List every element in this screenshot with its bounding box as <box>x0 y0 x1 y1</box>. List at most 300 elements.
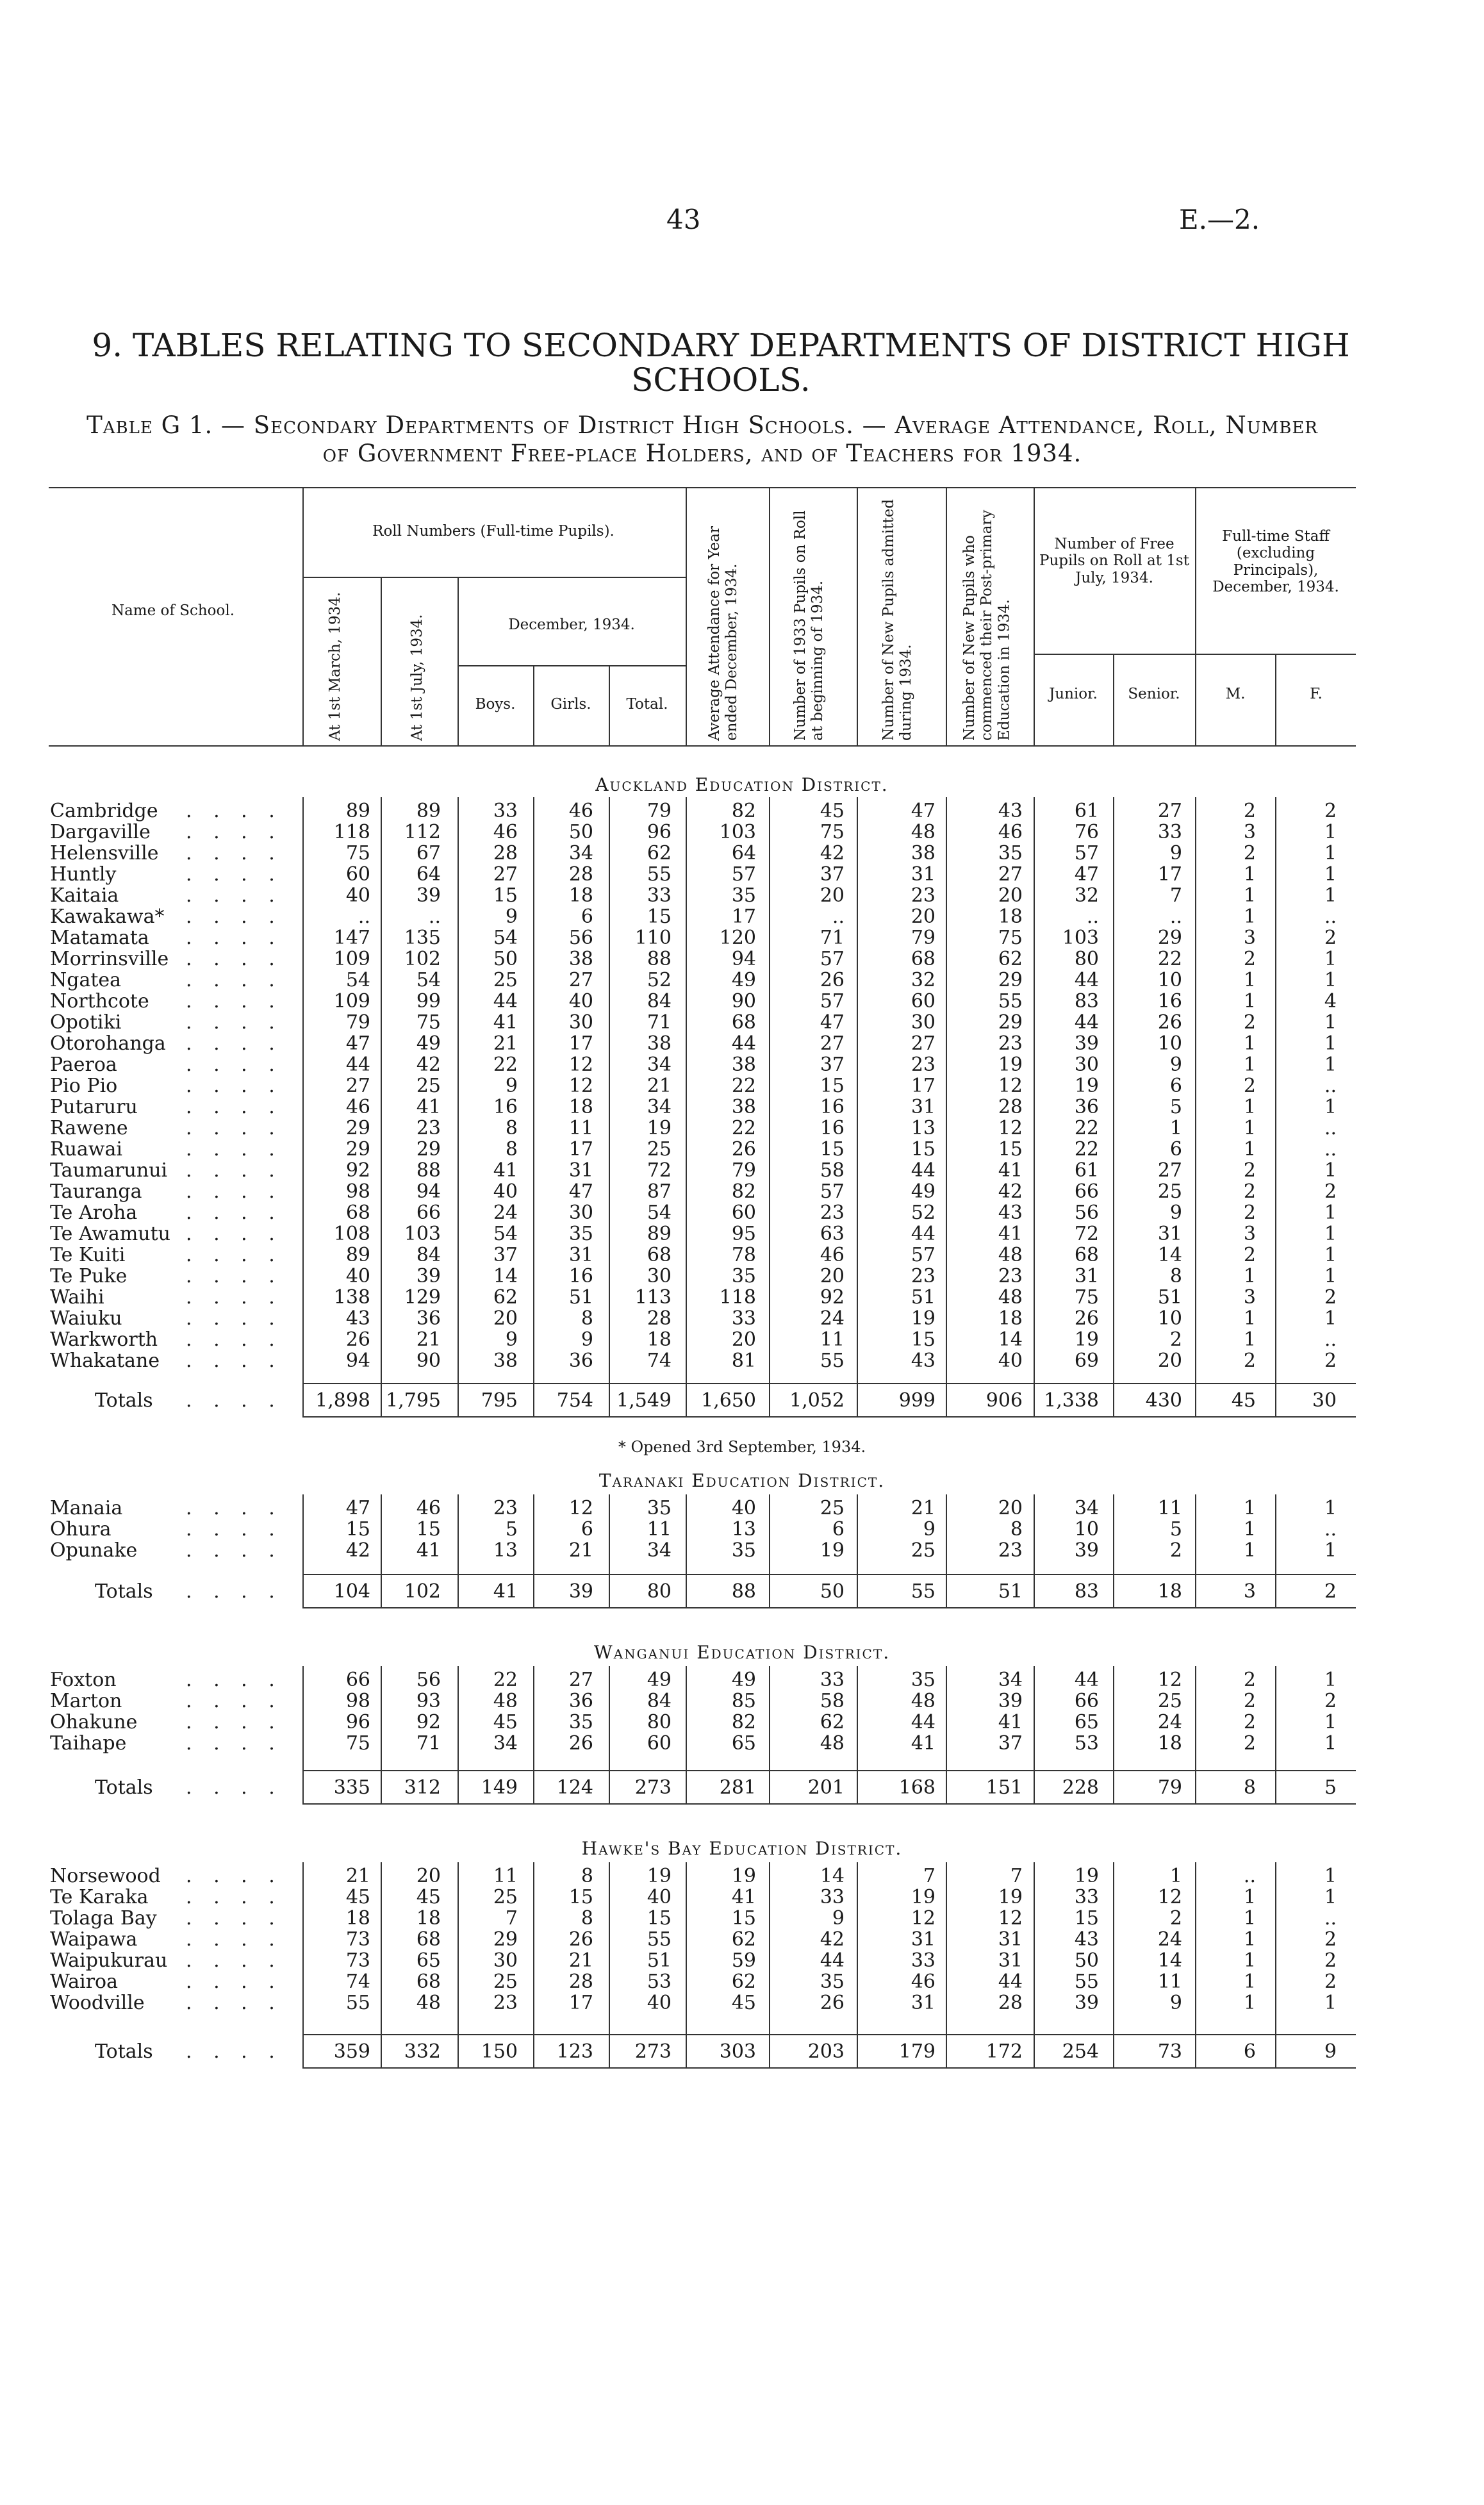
cell-new-pupils: 27 <box>911 1032 936 1055</box>
cell-staff-m: 1 <box>1243 884 1256 907</box>
leader-dots: . . . . <box>186 1075 283 1097</box>
cell-post-primary: 46 <box>998 821 1023 843</box>
school-name: Huntly <box>50 863 117 886</box>
cell-staff-f: 2 <box>1324 1949 1337 1972</box>
cell-total: 54 <box>647 1202 672 1224</box>
table-row <box>0 1498 1484 1519</box>
cell-post-primary: 20 <box>998 884 1023 907</box>
cell-total: 84 <box>647 1690 672 1712</box>
cell-free-junior: 44 <box>1074 1011 1099 1034</box>
header-name-of-school: Name of School. <box>111 602 235 619</box>
total-girls: 754 <box>556 1389 593 1412</box>
cell-staff-m: 2 <box>1243 1350 1256 1372</box>
cell-girls: 21 <box>568 1949 593 1972</box>
table-row <box>0 1930 1484 1950</box>
cell-avg-attendance: 118 <box>719 1286 756 1309</box>
cell-girls: 38 <box>568 948 593 970</box>
leader-dots: . . . . <box>186 1992 283 2014</box>
cell-girls: 8 <box>581 1307 593 1330</box>
cell-free-senior: 51 <box>1157 1286 1182 1309</box>
totals-row <box>0 1582 1484 1602</box>
cell-pupils-1933: 62 <box>820 1711 845 1733</box>
total-boys: 150 <box>481 2040 518 2063</box>
cell-girls: 6 <box>581 905 593 928</box>
table-row <box>0 1266 1484 1287</box>
leader-dots: . . . . <box>186 821 283 843</box>
cell-july: .. <box>428 905 441 928</box>
cell-free-junior: 47 <box>1074 863 1099 886</box>
table-row <box>0 1887 1484 1908</box>
cell-july: 90 <box>416 1350 441 1372</box>
cell-staff-m: 1 <box>1243 1138 1256 1161</box>
cell-july: 64 <box>416 863 441 886</box>
header-col-sep <box>1195 487 1196 745</box>
cell-new-pupils: 23 <box>911 1265 936 1287</box>
cell-new-pupils: 31 <box>911 1992 936 2014</box>
cell-march: 18 <box>345 1907 370 1930</box>
cell-avg-attendance: 22 <box>731 1075 756 1097</box>
cell-pupils-1933: 46 <box>820 1244 845 1266</box>
cell-july: 93 <box>416 1690 441 1712</box>
header-col-sep <box>381 577 382 745</box>
school-name: Ohakune <box>50 1711 138 1733</box>
cell-free-junior: 36 <box>1074 1096 1099 1118</box>
cell-march: 66 <box>345 1669 370 1691</box>
leader-dots: . . . . <box>186 1580 283 1603</box>
total-new-pupils: 55 <box>911 1580 936 1603</box>
cell-total: 25 <box>647 1138 672 1161</box>
cell-girls: 18 <box>568 884 593 907</box>
cell-july: 20 <box>416 1865 441 1887</box>
cell-free-senior: 17 <box>1157 863 1182 886</box>
cell-boys: 24 <box>493 1202 518 1224</box>
cell-avg-attendance: 82 <box>731 1180 756 1203</box>
cell-post-primary: 18 <box>998 1307 1023 1330</box>
table-row <box>0 822 1484 843</box>
cell-march: 21 <box>345 1865 370 1887</box>
table-row <box>0 886 1484 906</box>
cell-post-primary: 15 <box>998 1138 1023 1161</box>
table-row <box>0 1161 1484 1181</box>
header-staff: Full-time Staff (excluding Principals), December, 1934. <box>1212 528 1339 596</box>
cell-free-senior: 20 <box>1157 1350 1182 1372</box>
total-new-pupils: 999 <box>898 1389 936 1412</box>
cell-post-primary: 43 <box>998 1202 1023 1224</box>
cell-boys: 25 <box>493 1886 518 1908</box>
cell-post-primary: 18 <box>998 905 1023 928</box>
leader-dots: . . . . <box>186 1886 283 1908</box>
leader-dots: . . . . <box>186 1350 283 1372</box>
total-pupils-1933: 50 <box>820 1580 845 1603</box>
table-row <box>0 1541 1484 1561</box>
cell-free-junior: 44 <box>1074 969 1099 991</box>
total-staff-m: 45 <box>1231 1389 1256 1412</box>
cell-girls: 17 <box>568 1032 593 1055</box>
cell-july: 18 <box>416 1907 441 1930</box>
leader-dots: . . . . <box>186 884 283 907</box>
cell-staff-f: 4 <box>1324 990 1337 1013</box>
header-f: F. <box>1310 686 1323 702</box>
cell-post-primary: 31 <box>998 1949 1023 1972</box>
leader-dots: . . . . <box>186 1244 283 1266</box>
total-july: 332 <box>404 2040 441 2063</box>
cell-free-junior: 19 <box>1074 1865 1099 1887</box>
cell-post-primary: 8 <box>1010 1518 1023 1541</box>
cell-staff-m: 2 <box>1243 1011 1256 1034</box>
cell-staff-f: 1 <box>1324 969 1337 991</box>
cell-total: 33 <box>647 884 672 907</box>
cell-boys: 9 <box>505 905 518 928</box>
cell-staff-m: 2 <box>1243 842 1256 864</box>
cell-free-junior: 39 <box>1074 1992 1099 2014</box>
cell-staff-m: 1 <box>1243 1307 1256 1330</box>
cell-staff-m: 1 <box>1243 1518 1256 1541</box>
leader-dots: . . . . <box>186 1011 283 1034</box>
school-name: Foxton <box>50 1669 117 1691</box>
total-post-primary: 51 <box>998 1580 1023 1603</box>
cell-boys: 20 <box>493 1307 518 1330</box>
cell-avg-attendance: 82 <box>731 800 756 822</box>
cell-new-pupils: 23 <box>911 1054 936 1076</box>
cell-girls: 30 <box>568 1202 593 1224</box>
cell-post-primary: 55 <box>998 990 1023 1013</box>
cell-free-senior: 7 <box>1169 884 1182 907</box>
table-row <box>0 1351 1484 1371</box>
cell-july: 48 <box>416 1992 441 2014</box>
school-name: Kawakawa* <box>50 905 165 928</box>
cell-boys: 5 <box>505 1518 518 1541</box>
cell-new-pupils: 32 <box>911 969 936 991</box>
cell-post-primary: 28 <box>998 1992 1023 2014</box>
cell-march: 138 <box>333 1286 370 1309</box>
cell-july: 15 <box>416 1518 441 1541</box>
cell-staff-m: 1 <box>1243 1096 1256 1118</box>
cell-pupils-1933: 27 <box>820 1032 845 1055</box>
leader-dots: . . . . <box>186 1180 283 1203</box>
cell-total: 62 <box>647 842 672 864</box>
total-free-junior: 254 <box>1062 2040 1099 2063</box>
page-title: 9. TABLES RELATING TO SECONDARY DEPARTMENTS OF DISTRICT HIGH SCHOOLS. <box>92 327 1350 399</box>
total-march: 359 <box>333 2040 370 2063</box>
total-boys: 795 <box>481 1389 518 1412</box>
cell-july: 46 <box>416 1497 441 1519</box>
cell-avg-attendance: 49 <box>731 1669 756 1691</box>
cell-free-senior: 29 <box>1157 927 1182 949</box>
cell-free-junior: 10 <box>1074 1518 1099 1541</box>
cell-free-junior: 30 <box>1074 1054 1099 1076</box>
cell-july: 42 <box>416 1054 441 1076</box>
cell-staff-f: 1 <box>1324 1865 1337 1887</box>
totals-label: Totals <box>95 1389 153 1412</box>
cell-total: 49 <box>647 1669 672 1691</box>
cell-boys: 37 <box>493 1244 518 1266</box>
cell-pupils-1933: 42 <box>820 842 845 864</box>
header-march: At 1st March, 1934. <box>327 591 343 741</box>
cell-free-junior: .. <box>1086 905 1099 928</box>
cell-staff-m: 1 <box>1243 1992 1256 2014</box>
cell-july: 129 <box>404 1286 441 1309</box>
cell-avg-attendance: 60 <box>731 1202 756 1224</box>
leader-dots: . . . . <box>186 1711 283 1733</box>
cell-total: 89 <box>647 1223 672 1245</box>
cell-total: 34 <box>647 1096 672 1118</box>
table-row <box>0 928 1484 948</box>
cell-pupils-1933: 11 <box>820 1328 845 1351</box>
cell-free-junior: 55 <box>1074 1971 1099 1993</box>
cell-july: 25 <box>416 1075 441 1097</box>
cell-pupils-1933: 6 <box>832 1518 845 1541</box>
cell-march: 45 <box>345 1886 370 1908</box>
cell-post-primary: 42 <box>998 1180 1023 1203</box>
cell-staff-f: 1 <box>1324 884 1337 907</box>
cell-boys: 23 <box>493 1992 518 2014</box>
total-free-senior: 18 <box>1157 1580 1182 1603</box>
cell-pupils-1933: 15 <box>820 1075 845 1097</box>
cell-boys: 27 <box>493 863 518 886</box>
cell-staff-f: .. <box>1324 1328 1337 1351</box>
school-name: Waiuku <box>50 1307 122 1330</box>
page-code: E.—2. <box>1179 204 1260 235</box>
table-caption <box>49 411 1356 468</box>
cell-march: 98 <box>345 1180 370 1203</box>
cell-march: 74 <box>345 1971 370 1993</box>
cell-total: 51 <box>647 1949 672 1972</box>
cell-staff-f: 1 <box>1324 1886 1337 1908</box>
cell-march: 75 <box>345 842 370 864</box>
cell-pupils-1933: 33 <box>820 1886 845 1908</box>
cell-avg-attendance: 41 <box>731 1886 756 1908</box>
district-heading: Hawke's Bay Education District. <box>581 1838 903 1859</box>
table-row <box>0 1224 1484 1244</box>
cell-girls: 15 <box>568 1886 593 1908</box>
total-july: 312 <box>404 1776 441 1799</box>
leader-dots: . . . . <box>186 1138 283 1161</box>
cell-pupils-1933: 35 <box>820 1971 845 1993</box>
cell-girls: 18 <box>568 1096 593 1118</box>
cell-march: 75 <box>345 1732 370 1755</box>
cell-avg-attendance: 62 <box>731 1971 756 1993</box>
cell-avg-attendance: 78 <box>731 1244 756 1266</box>
cell-avg-attendance: 68 <box>731 1011 756 1034</box>
cell-march: 73 <box>345 1949 370 1972</box>
cell-staff-m: 1 <box>1243 1539 1256 1562</box>
cell-new-pupils: 43 <box>911 1350 936 1372</box>
cell-total: 11 <box>647 1518 672 1541</box>
cell-staff-f: 1 <box>1324 1244 1337 1266</box>
header-new-pupils: Number of New Pupils admitted during 1934. <box>880 499 915 741</box>
cell-pupils-1933: 20 <box>820 884 845 907</box>
header-girls: Girls. <box>550 696 591 713</box>
cell-avg-attendance: 35 <box>731 1265 756 1287</box>
cell-march: 147 <box>333 927 370 949</box>
cell-new-pupils: 15 <box>911 1138 936 1161</box>
cell-boys: 41 <box>493 1011 518 1034</box>
cell-staff-f: 1 <box>1324 821 1337 843</box>
cell-new-pupils: 47 <box>911 800 936 822</box>
school-name: Morrinsville <box>50 948 169 970</box>
table-row <box>0 1013 1484 1033</box>
cell-staff-m: .. <box>1243 1865 1256 1887</box>
cell-july: 29 <box>416 1138 441 1161</box>
leader-dots: . . . . <box>186 969 283 991</box>
cell-pupils-1933: 14 <box>820 1865 845 1887</box>
district-heading: Auckland Education District. <box>595 774 889 795</box>
cell-boys: 33 <box>493 800 518 822</box>
table-row <box>0 1076 1484 1096</box>
table-row <box>0 1055 1484 1075</box>
cell-pupils-1933: 15 <box>820 1138 845 1161</box>
cell-staff-m: 1 <box>1243 1497 1256 1519</box>
cell-total: 110 <box>634 927 672 949</box>
cell-staff-f: 1 <box>1324 1711 1337 1733</box>
cell-boys: 29 <box>493 1928 518 1951</box>
cell-avg-attendance: 64 <box>731 842 756 864</box>
table-row <box>0 1519 1484 1540</box>
cell-new-pupils: 48 <box>911 1690 936 1712</box>
cell-july: 21 <box>416 1328 441 1351</box>
cell-free-senior: 26 <box>1157 1011 1182 1034</box>
total-free-junior: 228 <box>1062 1776 1099 1799</box>
total-total: 273 <box>634 1776 672 1799</box>
cell-free-senior: .. <box>1169 905 1182 928</box>
leader-dots: . . . . <box>186 863 283 886</box>
cell-staff-f: 2 <box>1324 1350 1337 1372</box>
cell-pupils-1933: 58 <box>820 1159 845 1182</box>
cell-free-senior: 27 <box>1157 800 1182 822</box>
cell-staff-m: 1 <box>1243 1032 1256 1055</box>
cell-avg-attendance: 35 <box>731 884 756 907</box>
cell-boys: 48 <box>493 1690 518 1712</box>
cell-staff-f: .. <box>1324 1138 1337 1161</box>
cell-free-junior: 80 <box>1074 948 1099 970</box>
leader-dots: . . . . <box>186 1307 283 1330</box>
cell-staff-m: 2 <box>1243 948 1256 970</box>
cell-free-junior: 75 <box>1074 1286 1099 1309</box>
cell-march: 73 <box>345 1928 370 1951</box>
leader-dots: . . . . <box>186 1202 283 1224</box>
cell-avg-attendance: 35 <box>731 1539 756 1562</box>
cell-free-senior: 18 <box>1157 1732 1182 1755</box>
cell-new-pupils: 31 <box>911 1928 936 1951</box>
cell-total: 71 <box>647 1011 672 1034</box>
cell-staff-m: 2 <box>1243 1075 1256 1097</box>
header-m: M. <box>1225 686 1246 702</box>
cell-staff-m: 2 <box>1243 1711 1256 1733</box>
header-avg-attendance: Average Attendance for Year ended December, 1934. <box>706 526 741 741</box>
cell-free-senior: 33 <box>1157 821 1182 843</box>
cell-pupils-1933: 57 <box>820 948 845 970</box>
school-name: Wairoa <box>50 1971 118 1993</box>
cell-free-senior: 12 <box>1157 1886 1182 1908</box>
cell-free-senior: 5 <box>1169 1518 1182 1541</box>
cell-staff-f: 2 <box>1324 1971 1337 1993</box>
cell-boys: 41 <box>493 1159 518 1182</box>
cell-total: 79 <box>647 800 672 822</box>
table-row <box>0 1118 1484 1139</box>
cell-free-junior: 22 <box>1074 1138 1099 1161</box>
school-name: Northcote <box>50 990 149 1013</box>
leader-dots: . . . . <box>186 1117 283 1139</box>
cell-total: 84 <box>647 990 672 1013</box>
header-total: Total. <box>626 696 668 713</box>
total-staff-m: 8 <box>1243 1776 1256 1799</box>
cell-boys: 50 <box>493 948 518 970</box>
cell-free-senior: 10 <box>1157 1307 1182 1330</box>
cell-free-senior: 1 <box>1169 1117 1182 1139</box>
cell-boys: 13 <box>493 1539 518 1562</box>
table-row <box>0 1908 1484 1929</box>
leader-dots: . . . . <box>186 1223 283 1245</box>
cell-free-senior: 1 <box>1169 1865 1182 1887</box>
total-avg-attendance: 281 <box>719 1776 756 1799</box>
cell-new-pupils: 9 <box>923 1518 936 1541</box>
cell-march: 42 <box>345 1539 370 1562</box>
cell-avg-attendance: 17 <box>731 905 756 928</box>
school-name: Kaitaia <box>50 884 119 907</box>
totals-row <box>0 2042 1484 2062</box>
table-row <box>0 864 1484 885</box>
school-name: Te Kuiti <box>50 1244 126 1266</box>
cell-march: 43 <box>345 1307 370 1330</box>
cell-girls: 12 <box>568 1054 593 1076</box>
cell-boys: 8 <box>505 1117 518 1139</box>
header-col-sep <box>458 577 459 745</box>
cell-march: 68 <box>345 1202 370 1224</box>
cell-new-pupils: 35 <box>911 1669 936 1691</box>
cell-march: 54 <box>345 969 370 991</box>
cell-boys: 22 <box>493 1669 518 1691</box>
cell-new-pupils: 44 <box>911 1711 936 1733</box>
cell-staff-f: 1 <box>1324 1011 1337 1034</box>
cell-staff-f: 1 <box>1324 1032 1337 1055</box>
cell-total: 15 <box>647 1907 672 1930</box>
cell-girls: 35 <box>568 1711 593 1733</box>
cell-boys: 22 <box>493 1054 518 1076</box>
leader-dots: . . . . <box>186 905 283 928</box>
cell-avg-attendance: 95 <box>731 1223 756 1245</box>
cell-free-senior: 14 <box>1157 1244 1182 1266</box>
cell-avg-attendance: 20 <box>731 1328 756 1351</box>
cell-free-junior: 69 <box>1074 1350 1099 1372</box>
cell-girls: 12 <box>568 1497 593 1519</box>
cell-avg-attendance: 40 <box>731 1497 756 1519</box>
cell-total: 87 <box>647 1180 672 1203</box>
leader-dots: . . . . <box>186 1971 283 1993</box>
cell-free-senior: 14 <box>1157 1949 1182 1972</box>
total-staff-m: 6 <box>1243 2040 1256 2063</box>
cell-free-senior: 31 <box>1157 1223 1182 1245</box>
cell-boys: 21 <box>493 1032 518 1055</box>
cell-total: 34 <box>647 1539 672 1562</box>
cell-avg-attendance: 22 <box>731 1117 756 1139</box>
cell-march: 109 <box>333 948 370 970</box>
footnote: * Opened 3rd September, 1934. <box>618 1438 866 1456</box>
cell-boys: 54 <box>493 1223 518 1245</box>
cell-girls: 8 <box>581 1865 593 1887</box>
table-row <box>0 1139 1484 1160</box>
leader-dots: . . . . <box>186 1032 283 1055</box>
cell-staff-m: 1 <box>1243 1886 1256 1908</box>
cell-new-pupils: 31 <box>911 863 936 886</box>
cell-total: 52 <box>647 969 672 991</box>
cell-post-primary: 27 <box>998 863 1023 886</box>
cell-new-pupils: 12 <box>911 1907 936 1930</box>
leader-dots: . . . . <box>186 1690 283 1712</box>
cell-pupils-1933: 42 <box>820 1928 845 1951</box>
cell-avg-attendance: 79 <box>731 1159 756 1182</box>
leader-dots: . . . . <box>186 1907 283 1930</box>
table-row <box>0 1670 1484 1691</box>
